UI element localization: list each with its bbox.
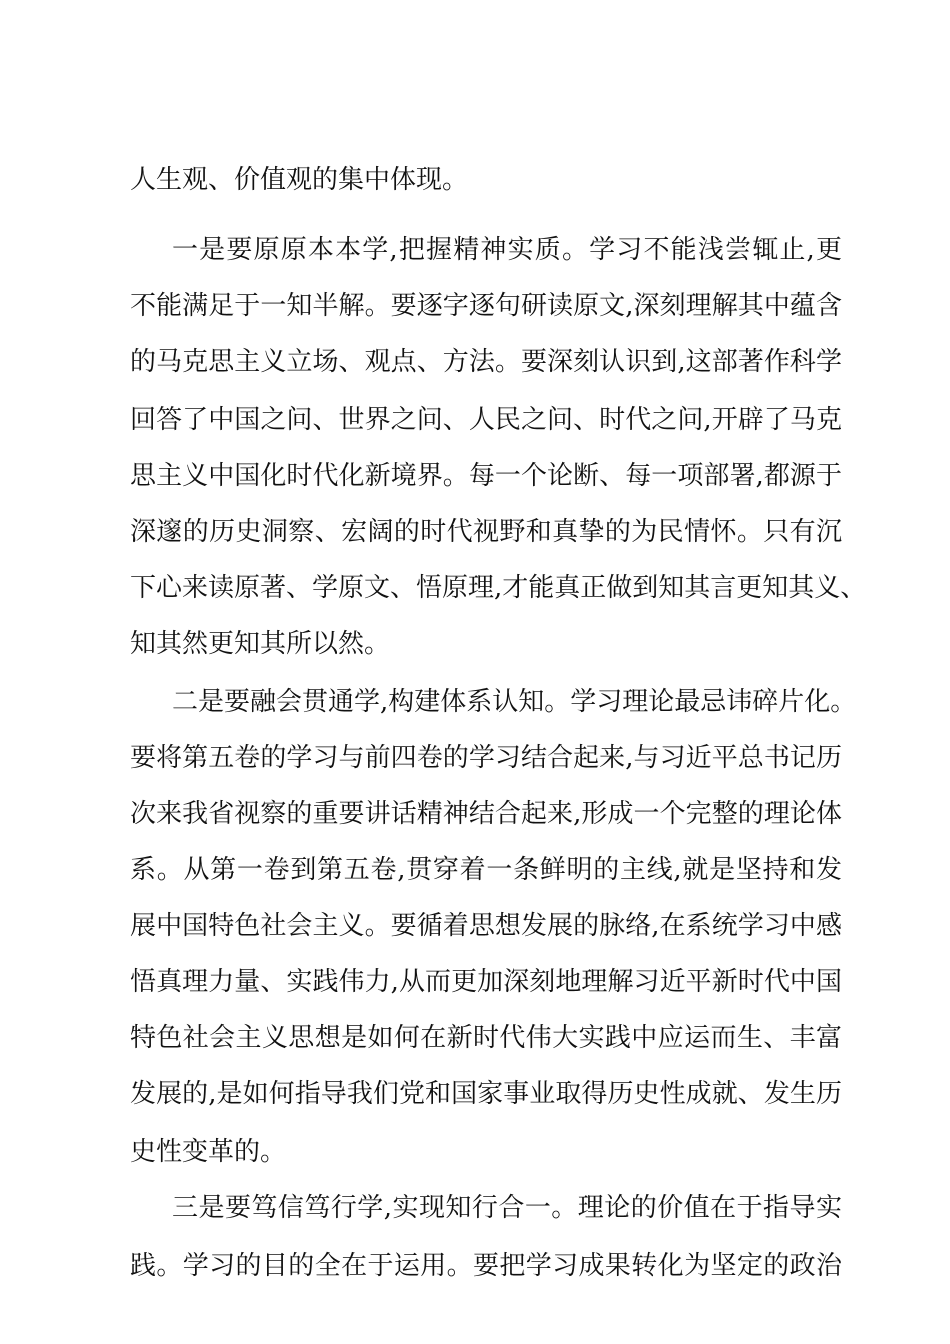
text-line: 次来我省视察的重要讲话精神结合起来,形成一个完整的理论体	[130, 799, 842, 829]
text-line: 一是要原原本本学,把握精神实质。学习不能浅尝辄止,更	[172, 235, 842, 265]
text-line: 践。学习的目的全在于运用。要把学习成果转化为坚定的政治	[130, 1251, 842, 1281]
text-line: 深邃的历史洞察、宏阔的时代视野和真挚的为民情怀。只有沉	[130, 517, 842, 547]
text-line: 展中国特色社会主义。要循着思想发展的脉络,在系统学习中感	[130, 911, 842, 941]
text-line: 要将第五卷的学习与前四卷的学习结合起来,与习近平总书记历	[130, 743, 842, 773]
text-line: 三是要笃信笃行学,实现知行合一。理论的价值在于指导实	[172, 1193, 842, 1223]
text-line: 思主义中国化时代化新境界。每一个论断、每一项部署,都源于	[130, 461, 842, 491]
text-line: 发展的,是如何指导我们党和国家事业取得历史性成就、发生历	[130, 1079, 842, 1109]
text-line: 回答了中国之问、世界之问、人民之问、时代之问,开辟了马克	[130, 405, 842, 435]
text-line: 的马克思主义立场、观点、方法。要深刻认识到,这部著作科学	[130, 347, 842, 377]
text-line: 二是要融会贯通学,构建体系认知。学习理论最忌讳碎片化。	[172, 687, 857, 717]
text-line: 知其然更知其所以然。	[130, 629, 391, 659]
text-line: 人生观、价值观的集中体现。	[130, 165, 469, 195]
text-line: 不能满足于一知半解。要逐字逐句研读原文,深刻理解其中蕴含	[130, 291, 842, 321]
text-line: 特色社会主义思想是如何在新时代伟大实践中应运而生、丰富	[130, 1023, 842, 1053]
text-line: 史性变革的。	[130, 1137, 287, 1167]
text-line: 悟真理力量、实践伟力,从而更加深刻地理解习近平新时代中国	[130, 967, 842, 997]
text-line: 下心来读原著、学原文、悟原理,才能真正做到知其言更知其义、	[130, 573, 867, 603]
text-line: 系。从第一卷到第五卷,贯穿着一条鲜明的主线,就是坚持和发	[130, 855, 842, 885]
